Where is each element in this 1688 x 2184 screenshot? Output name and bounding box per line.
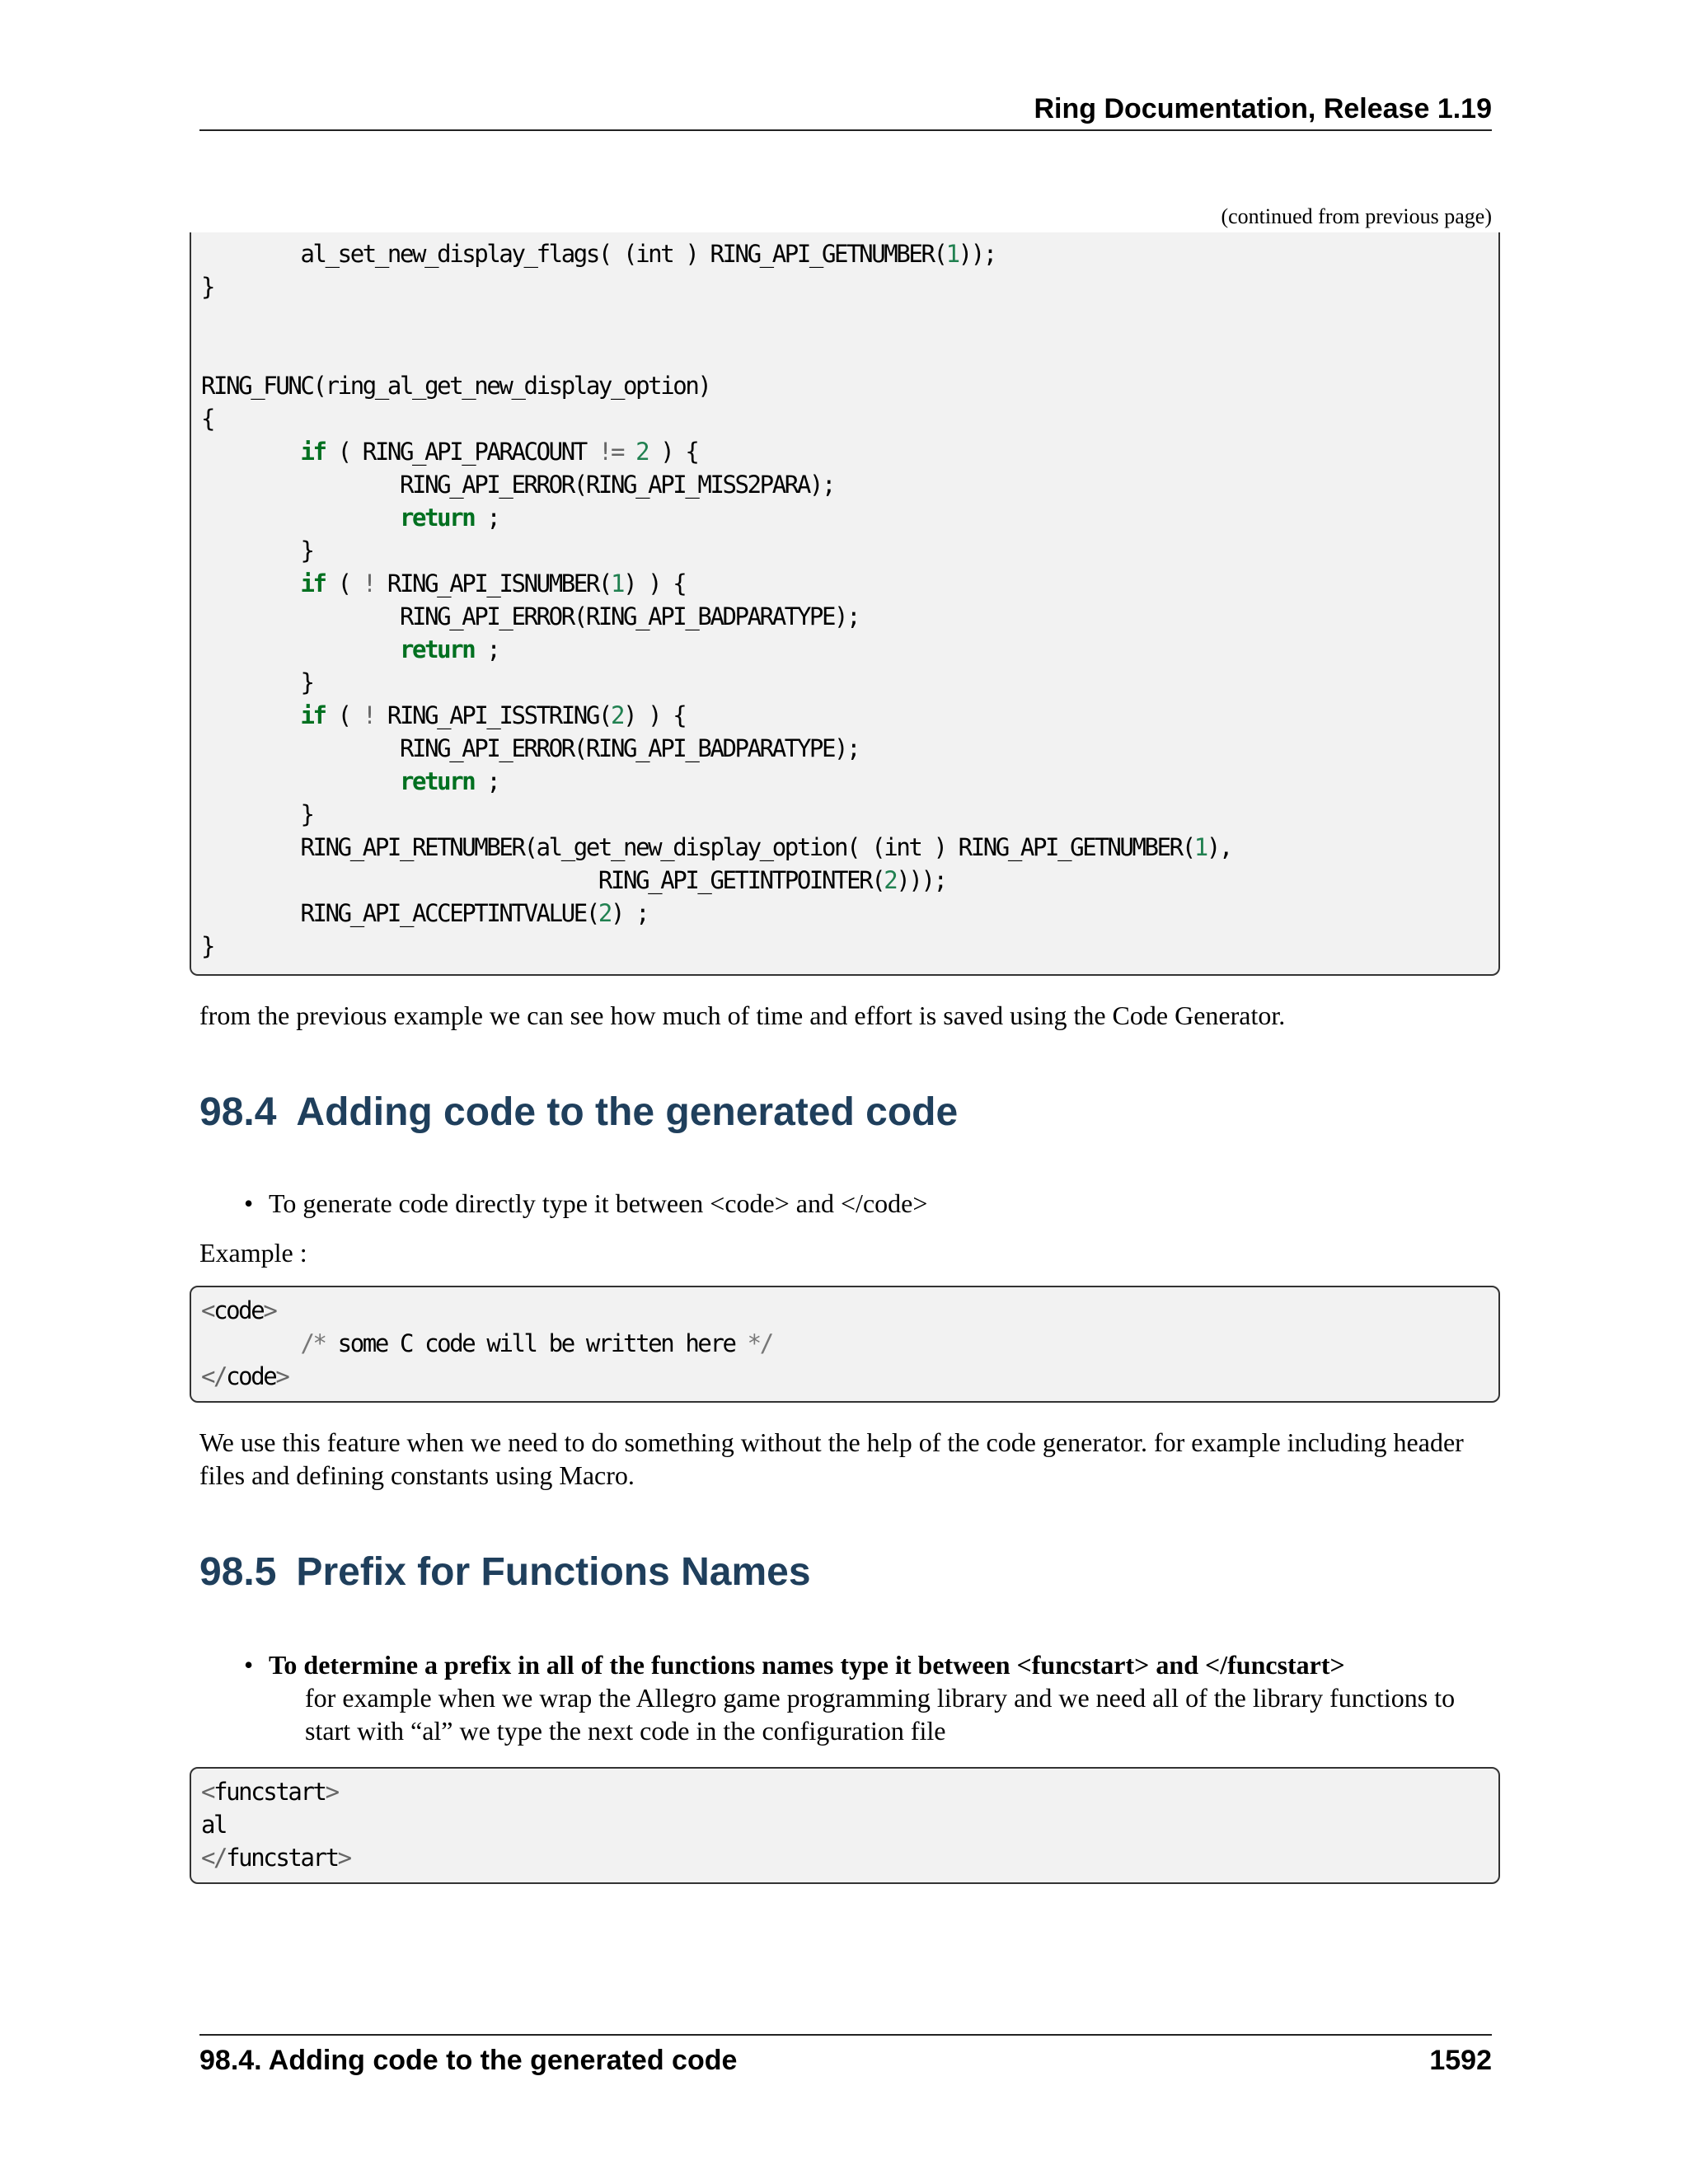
code-block-continued <box>190 232 1500 976</box>
code-line: RING_API_ACCEPTINTVALUE(2) ; <box>201 899 649 927</box>
section-number: 98.5 <box>199 1550 277 1594</box>
page-number: 1592 <box>1429 2045 1492 2076</box>
footer-divider <box>199 2034 1492 2036</box>
code-line: } <box>201 932 214 960</box>
code-line: RING_FUNC(ring_al_get_new_display_option) <box>201 372 710 400</box>
paragraph-time-saved: from the previous example we can see how much of time and effort is saved using the Code Generator. <box>199 1001 1286 1030</box>
footer-section: 98.4. Adding code to the generated code <box>199 2045 738 2076</box>
code-line: return ; <box>399 504 499 532</box>
code-line <box>201 303 1498 336</box>
code-line: if ( ! RING_API_ISNUMBER(1) ) { <box>300 569 686 598</box>
code-block-funcstart <box>190 1767 1500 1884</box>
section-title: Adding code to the generated code <box>296 1090 959 1134</box>
bullet-detail-text: for example when we wrap the Allegro game programming library and we need all of the library functions to start with “al” we type the next code in the configuration file <box>305 1683 1456 1746</box>
code-line: return ; <box>399 767 499 795</box>
code-line: al_set_new_display_flags( (int ) RING_API_GETNUMBER(1)); <box>201 240 996 268</box>
code-line: RING_API_ERROR(RING_API_BADPARATYPE); <box>201 602 860 630</box>
code-line: <code> <box>201 1296 276 1324</box>
code-line: /* some C code will be written here */ <box>300 1329 772 1357</box>
example-label: Example : <box>199 1238 307 1268</box>
code-line: RING_API_ERROR(RING_API_MISS2PARA); <box>201 471 835 499</box>
section-heading-98-5 <box>199 1549 811 1596</box>
section-heading-98-4 <box>199 1090 958 1136</box>
section-title: Prefix for Functions Names <box>296 1550 811 1594</box>
code-line: if ( RING_API_PARACOUNT != 2 ) { <box>300 438 698 466</box>
code-line: RING_API_ERROR(RING_API_BADPARATYPE); <box>201 734 860 762</box>
code-line: } <box>201 273 214 301</box>
code-line: } <box>201 800 313 828</box>
bullet-item-code-tag <box>244 1187 927 1220</box>
code-line: </code> <box>201 1362 288 1390</box>
bullet-item-funcstart <box>244 1648 1492 1747</box>
code-line: </funcstart> <box>201 1844 350 1872</box>
code-line: } <box>201 668 313 696</box>
running-header: Ring Documentation, Release 1.19 <box>1034 93 1492 124</box>
bullet-bold-text: To determine a prefix in all of the functions names type it between <funcstart> and </funcstart> <box>269 1650 1345 1680</box>
bullet-icon: • <box>244 1188 254 1218</box>
code-line: if ( ! RING_API_ISSTRING(2) ) { <box>300 701 686 729</box>
code-line: } <box>201 537 313 565</box>
code-line: RING_API_RETNUMBER(al_get_new_display_option( (int ) RING_API_GETNUMBER(1), <box>201 833 1231 861</box>
code-line: <funcstart> <box>201 1778 338 1806</box>
continued-note: (continued from previous page) <box>1221 204 1492 228</box>
code-line: al <box>201 1811 227 1839</box>
running-footer <box>199 2044 1492 2077</box>
code-line: { <box>201 405 214 433</box>
code-line <box>201 336 1498 369</box>
code-block-code-tag <box>190 1286 1500 1403</box>
bullet-icon: • <box>244 1650 254 1680</box>
header-divider <box>199 129 1492 131</box>
paragraph-feature-usage: We use this feature when we need to do something without the help of the code generator. for example including header files and defining constants using Macro. <box>199 1427 1464 1490</box>
code-line: return ; <box>399 635 499 663</box>
section-number: 98.4 <box>199 1090 277 1134</box>
bullet-text: To generate code directly type it between <code> and </code> <box>269 1188 928 1218</box>
code-line: RING_API_GETINTPOINTER(2))); <box>201 866 946 894</box>
